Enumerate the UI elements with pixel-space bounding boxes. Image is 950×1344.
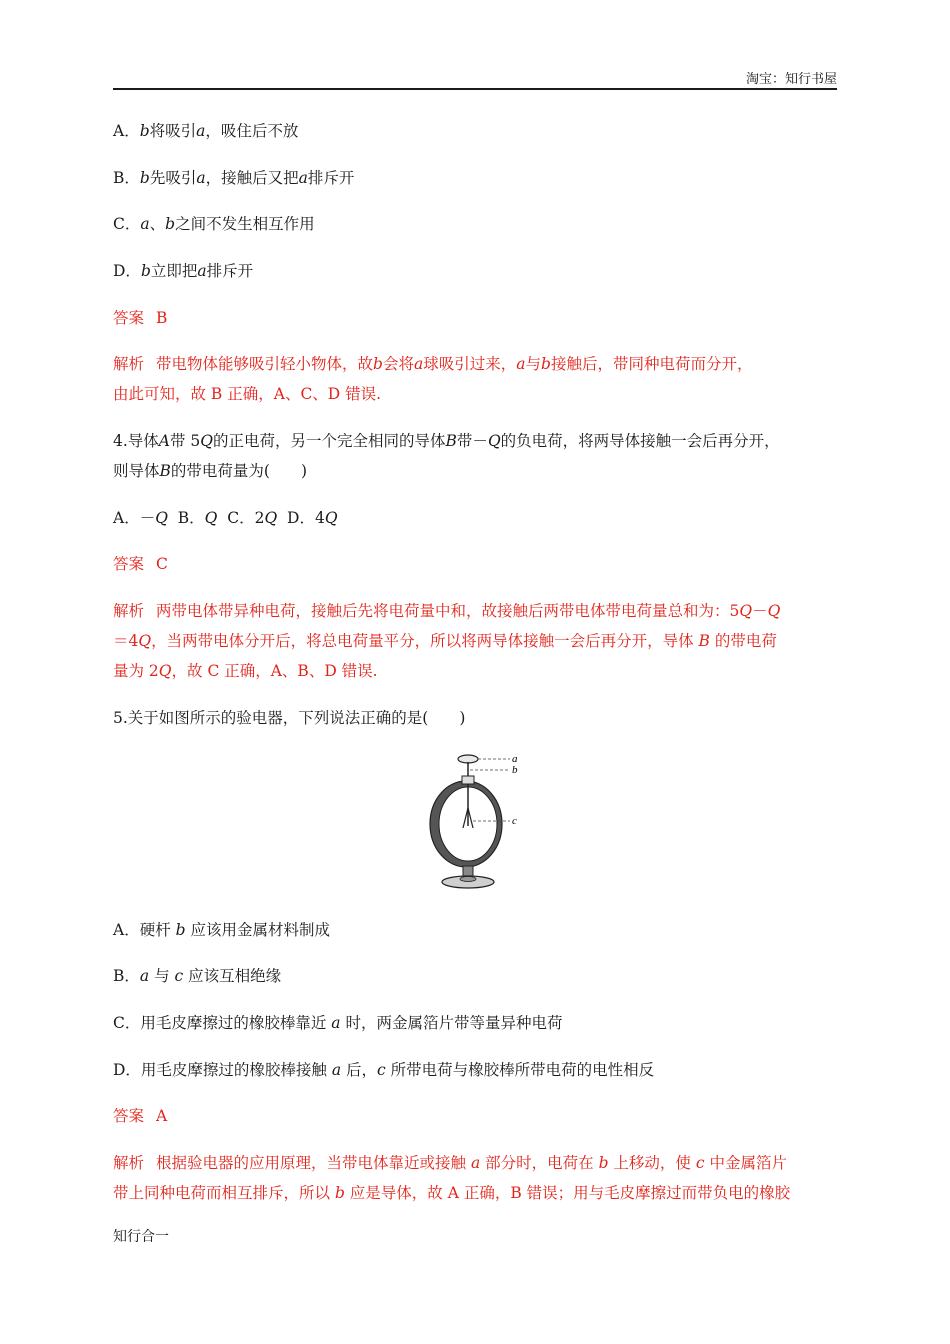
label-c: c (512, 815, 517, 827)
q3-option-c: C．a、b之间不发生相互作用 (113, 215, 315, 233)
q4-stem-line1: 4.导体A带 5Q的正电荷，另一个完全相同的导体B带－Q的负电荷，将两导体接触一会后再分开， (113, 432, 780, 450)
q5-analysis-line2: 带上同种电荷而相互排斥，所以 b 应是导体，故 A 正确，B 错误；用与毛皮摩擦过而带负电的橡胶 (113, 1184, 791, 1202)
q4-options: A．－Q B．Q C．2Q D．4Q (113, 509, 338, 527)
q3-option-a: A．b将吸引a，吸住后不放 (113, 122, 299, 140)
q5-option-a: A．硬杆 b 应该用金属材料制成 (113, 921, 330, 939)
q4-answer: 答案 C (113, 555, 168, 573)
q3-option-d: D．b立即把a排斥开 (113, 262, 254, 280)
electroscope-figure (418, 748, 538, 896)
q5-answer: 答案 A (113, 1107, 168, 1125)
q4-analysis-line1: 解析 两带电体带异种电荷，接触后先将电荷量中和，故接触后两带电体带电荷量总和为：5Q－Q (113, 602, 781, 620)
header-brand: 淘宝：知行书屋 (745, 72, 837, 87)
q3-analysis-line2: 由此可知，故 B 正确，A、C、D 错误. (113, 385, 382, 403)
q5-analysis-line1: 解析 根据验电器的应用原理，当带电体靠近或接触 a 部分时，电荷在 b 上移动，使 c 中金属箔片 (113, 1154, 787, 1172)
q4-analysis-line2: ＝4Q，当两带电体分开后，将总电荷量平分，所以将两导体接触一会后再分开，导体 B 的带电荷 (113, 632, 777, 650)
page-header (113, 66, 837, 90)
label-b: b (512, 764, 518, 776)
label-a: a (512, 753, 518, 765)
knob-a (458, 755, 478, 763)
q5-option-b: B．a 与 c 应该互相绝缘 (113, 967, 282, 985)
q5-option-c: C．用毛皮摩擦过的橡胶棒靠近 a 时，两金属箔片带等量异种电荷 (113, 1014, 563, 1032)
q4-stem-line2: 则导体B的带电荷量为( ) (113, 462, 308, 480)
q3-analysis-line1: 解析 带电物体能够吸引轻小物体，故b会将a球吸引过来，a与b接触后，带同种电荷而分开， (113, 355, 753, 373)
insulator-neck (462, 776, 474, 784)
q3-option-b: B．b先吸引a，接触后又把a排斥开 (113, 169, 355, 187)
page-footer: 知行合一 (113, 1229, 169, 1245)
q5-stem: 5.关于如图所示的验电器，下列说法正确的是( ) (113, 709, 466, 727)
q4-analysis-line3: 量为 2Q，故 C 正确，A、B、D 错误. (113, 662, 378, 680)
q5-option-d: D．用毛皮摩擦过的橡胶棒接触 a 后，c 所带电荷与橡胶棒所带电荷的电性相反 (113, 1061, 655, 1079)
q3-answer: 答案 B (113, 309, 168, 327)
